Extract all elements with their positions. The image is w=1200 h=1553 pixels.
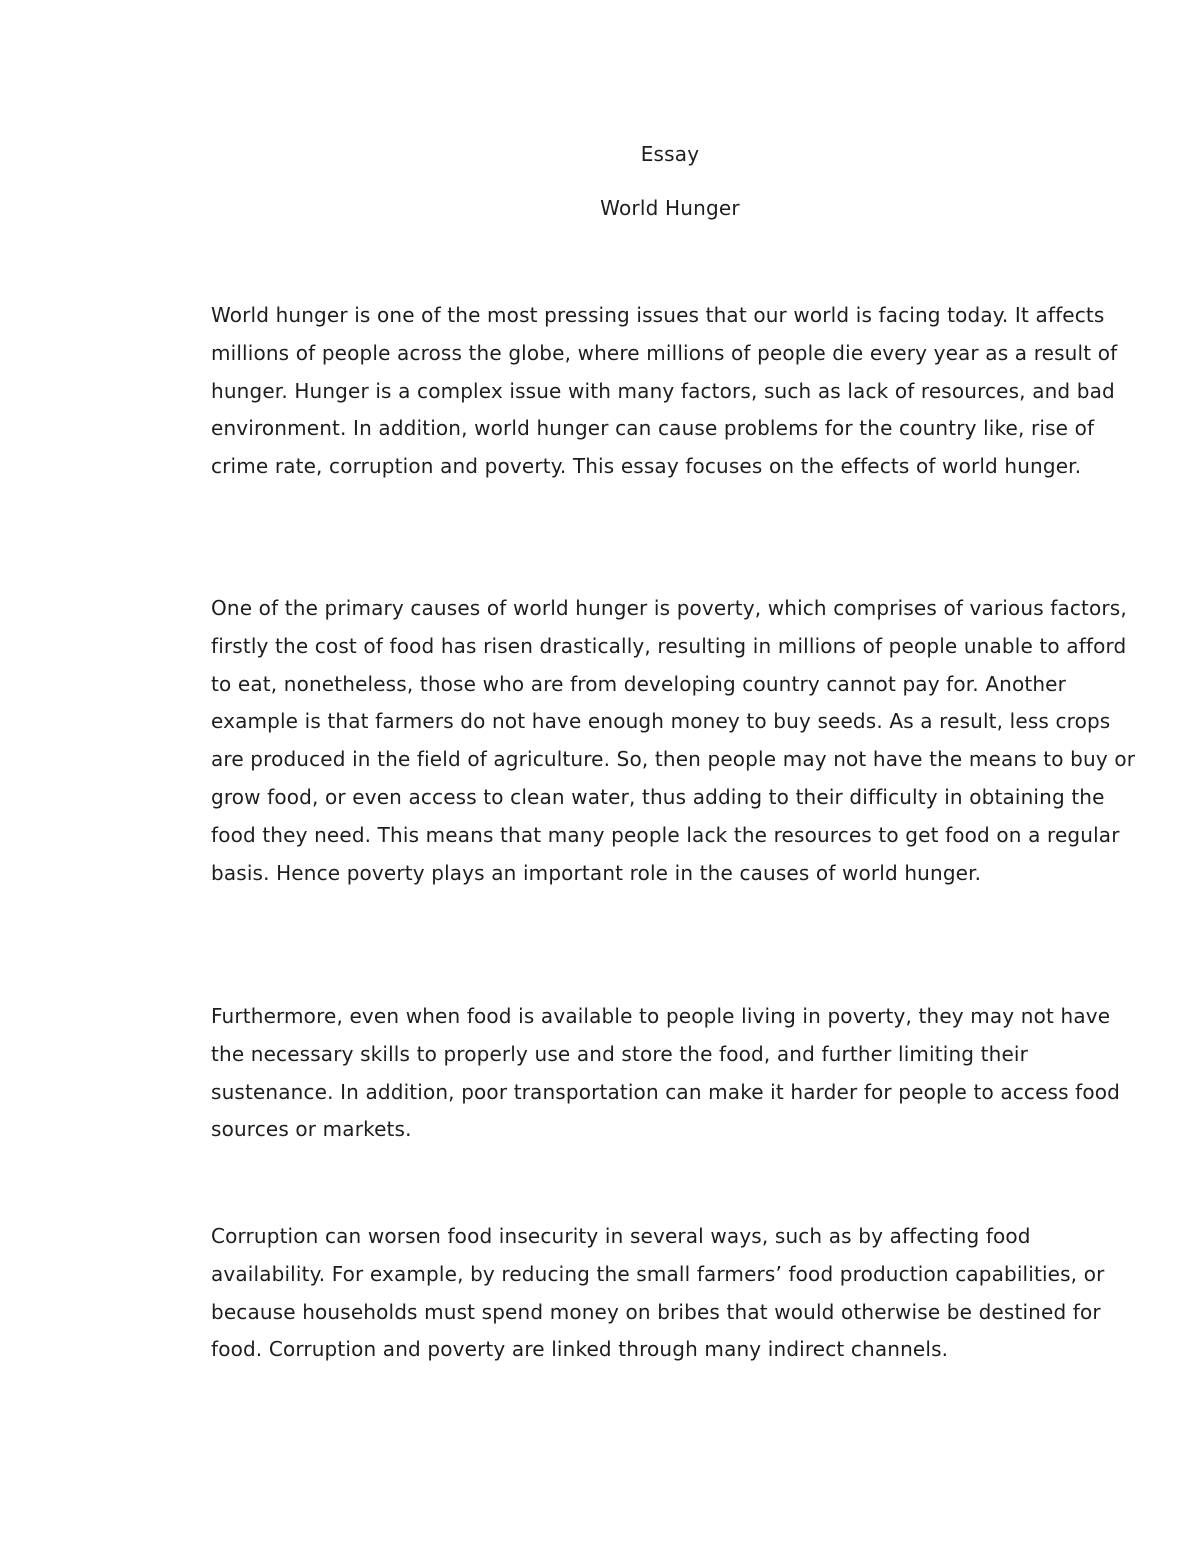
paragraph-introduction: World hunger is one of the most pressing issues that our world is facing today. It affects millions of people across the globe, where millions of people die every year as a result of hunger. Hunger is a complex issue with many factors, such as lack of resources, and bad environment. In addition, world hunger can cause problems for the country like, rise of crime rate, corruption and poverty. This essay focuses on the effects of world hunger. [211, 303, 1118, 479]
document-type-label: Essay [640, 142, 700, 166]
paragraph-corruption: Corruption can worsen food insecurity in several ways, such as by affecting food availability. For example, by reducing the small farmers’ food production capabilities, or because households must spend money on bribes that would otherwise be destined for food. Corruption and poverty are linked through many indirect channels. [211, 1224, 1105, 1362]
document-title: World Hunger [600, 196, 740, 220]
paragraph-poverty-causes: One of the primary causes of world hunger is poverty, which comprises of various factors, firstly the cost of food has risen drastically, resulting in millions of people unable to afford to eat, nonetheless, those who are from developing country cannot pay for. Another example is that farmers do not have enough money to buy seeds. As a result, less crops are produced in the field of agriculture. So, then people may not have the means to buy or grow food, or even access to clean water, thus adding to their difficulty in obtaining the food they need. This means that many people lack the resources to get food on a regular basis. Hence poverty plays an important role in the causes of world hunger. [211, 596, 1136, 885]
paragraph-food-skills-transport: Furthermore, even when food is available to people living in poverty, they may not have the necessary skills to properly use and store the food, and further limiting their sustenance. In addition, poor transportation can make it harder for people to access food sources or markets. [211, 1004, 1120, 1142]
